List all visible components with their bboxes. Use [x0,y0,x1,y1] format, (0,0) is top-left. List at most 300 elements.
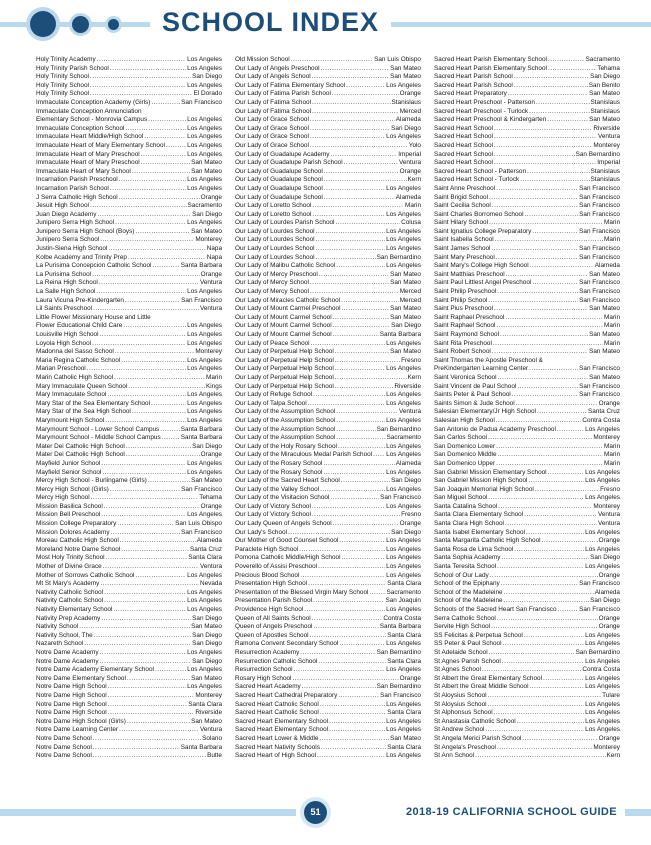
school-county: Marin [604,451,620,459]
school-county: San Bernardino [376,648,421,656]
school-county: Butte [207,752,222,760]
dot-leader [494,709,585,718]
school-county: Kern [407,373,421,381]
school-county: Los Angeles [386,502,421,510]
school-county: San Francisco [579,210,620,218]
school-name: Our Lady of Perpetual Help School [235,382,334,390]
school-name: Providence High School [235,606,304,613]
school-county: San Diego [391,528,421,536]
school-name: Louisville High School [36,331,99,338]
index-entry [36,554,222,563]
dot-leader [90,73,191,82]
index-entry [434,108,620,117]
index-entry [36,469,222,478]
index-entry [434,615,620,624]
school-name: Sacred Heart Preschool - Turlock [434,107,529,115]
school-name: Mission Basilica School [36,502,103,510]
school-county: San Francisco [181,485,222,493]
dot-leader [321,744,386,753]
school-county: Los Angeles [386,545,421,553]
school-county: Contra Costa [582,666,620,674]
school-name: Mother of Divine Grace [36,563,102,571]
dot-leader [316,236,386,245]
school-name: Saint Brigid School [434,193,488,201]
school-name: Our Lady of Perpetual Help School [235,365,334,373]
school-name: St Agnes School [434,666,481,674]
school-county: Fresno [600,485,620,493]
school-name: Our Lady of Lourdes School [235,253,315,261]
school-name: Incarnation Parish Preschool [36,176,118,184]
school-county: Santa Clara [387,709,421,717]
school-name: Our Lady of Perpetual Help School [235,356,334,364]
school-name: Saint Paul Littlest Angel Preschool [434,279,532,287]
school-county: Los Angeles [187,356,222,364]
dot-leader [329,726,385,735]
school-name: Sacred Heart School [434,133,493,141]
index-entry [235,236,421,245]
index-entry [36,735,222,744]
school-county: San Francisco [579,580,620,588]
school-name: Saint Vincent de Paul School [434,382,517,390]
dot-leader [127,675,190,684]
index-entry [434,65,620,74]
school-name: Sacred Heart Catholic School [235,709,319,717]
school-name: Sacred Heart Nativity Schools [235,743,320,751]
school-county: San Diego [192,614,222,622]
school-name: School of the Madeleine [434,588,503,596]
index-entry [36,640,222,649]
school-name: Rosary High School [235,674,292,682]
school-county: Los Angeles [386,717,421,725]
dot-leader [336,426,375,435]
index-entry [235,322,421,331]
dot-leader [125,125,186,134]
index-entry [36,683,222,692]
index-entry [36,73,222,82]
dot-leader [117,520,174,529]
index-entry [36,357,222,366]
school-county: Los Angeles [187,56,222,63]
dot-leader [505,314,603,323]
index-entry [36,391,222,400]
dot-leader [517,718,584,727]
school-county: San Francisco [579,227,620,235]
index-entry [434,675,620,684]
index-entry [235,623,421,632]
school-county: Sacramento [187,202,222,210]
school-name: Our Lady of Grace School [235,141,309,149]
dot-leader [92,271,200,280]
dot-leader [493,340,603,349]
index-entry [36,331,222,340]
school-county: San Mateo [390,348,421,356]
school-county: Los Angeles [585,468,620,476]
school-name: St Anastasia Catholic School [434,717,516,725]
school-name: Ramona Convent Secondary School [235,640,339,648]
dot-leader [312,615,383,624]
index-entry [434,554,620,563]
index-entry [235,477,421,486]
school-county: San Mateo [191,717,222,725]
dot-leader [333,322,391,331]
index-entry [434,236,620,245]
school-county: San Francisco [181,98,222,106]
dot-leader [320,709,386,718]
school-name: Notre Dame Academy [36,648,99,656]
dot-leader [108,709,195,718]
school-name: Queen of All Saints School [235,614,311,622]
school-county: Los Angeles [386,227,421,235]
index-entry [235,718,421,727]
dot-leader [152,262,179,271]
index-entry [235,271,421,280]
index-entry [36,133,222,142]
school-name: Our Lady of Lourdes School [235,227,315,235]
school-name: Santa Clara Elementary School [434,511,524,519]
dot-leader [498,374,589,383]
school-name: Our Lady of Perpetual Help School [235,348,334,356]
index-entry [235,735,421,744]
index-entry [434,365,620,374]
dot-leader [312,211,385,220]
school-index-list [36,56,620,766]
school-county: Marin [604,442,620,450]
school-name: Saint Robert School [434,348,491,356]
index-entry [36,623,222,632]
dot-leader [501,554,589,563]
school-name: Elementary School - Monrovia Campus [36,116,148,124]
school-name: St Aloysius School [434,700,487,708]
school-name: Saint Mary Preschool [434,253,495,261]
dot-leader [497,563,584,572]
school-name: Sacred Heart Cathedral Preparatory [235,691,338,699]
school-county: Los Angeles [386,339,421,347]
dot-leader [333,314,389,323]
page-header [0,0,651,50]
dot-leader [535,486,599,495]
index-entry [235,108,421,117]
index-entry [36,348,222,357]
school-county: Orange [598,614,620,622]
school-name: Presentation Parish School [235,597,313,605]
school-county: San Diego [391,124,421,132]
school-county: Imperial [597,159,620,167]
school-name: Notre Dame Academy Elementary School [36,666,154,674]
school-name: Servite High School [434,623,491,631]
school-name: Salesian Elementary/Jr High School [434,408,536,416]
index-entry [434,649,620,658]
school-name: Our Lady of Mount Carmel Preschool [235,305,341,313]
index-entry [235,219,421,228]
index-entry [434,520,620,529]
school-name: Saint Anne Preschool [434,184,496,192]
index-entry [434,503,620,512]
index-entry [36,211,222,220]
school-county: Alameda [196,537,222,545]
school-county: Los Angeles [585,700,620,708]
index-entry [36,374,222,383]
school-county: Los Angeles [585,528,620,536]
school-county: Los Angeles [386,391,421,399]
school-county: San Mateo [390,73,421,81]
index-entry [434,245,620,254]
dot-leader [344,159,398,168]
footer-rule-left [0,809,296,816]
dot-leader [335,374,407,383]
dot-leader [496,185,578,194]
index-entry [36,125,222,134]
school-name: Sacred Heart School - Patterson [434,167,526,175]
index-entry [235,494,421,503]
school-county: Santa Clara [387,631,421,639]
school-county: Los Angeles [386,399,421,407]
school-name: Notre Dame High School [36,709,107,717]
dot-leader [106,554,188,563]
school-county: San Diego [590,597,620,605]
school-county: Los Angeles [386,700,421,708]
school-county: Monterey [195,348,222,356]
index-entry [434,340,620,349]
school-county: Sacramento [585,56,620,63]
school-name: Our Lady of Guadalupe School [235,167,323,175]
school-county: Fresno [401,356,421,364]
dot-leader [115,348,195,357]
school-name: La Purisima Concepcion Catholic School [36,262,152,270]
index-entry [235,245,421,254]
school-name: Justin-Siena High School [36,245,108,253]
school-county: Alameda [395,459,421,467]
school-county: San Diego [590,554,620,562]
school-name: Our Lady of the Rosary School [235,459,323,467]
school-name: Notre Dame Academy [36,657,99,665]
index-entry [235,211,421,220]
school-name: Saint Mary's College High School [434,262,529,270]
school-county: Marin [604,219,620,227]
dot-leader [497,288,578,297]
index-entry [434,219,620,228]
dot-leader [335,365,385,374]
school-name: Salesian High School [434,416,495,424]
school-name: Junipero Serra School [36,236,100,244]
index-entry [434,580,620,589]
school-county: San Bernardino [376,425,421,433]
dot-leader [108,245,205,254]
school-name: Saint Raphael School [434,322,496,330]
index-entry [235,116,421,125]
school-name: Marymount School - Middle School Campus [36,434,161,442]
dot-leader [141,151,186,160]
dot-leader [514,73,589,82]
school-county: Imperial [398,150,421,158]
school-name: Saint Philip School [434,296,488,304]
school-county: San Mateo [191,159,222,167]
index-entry [235,426,421,435]
school-name: St Agnes Parish School [434,657,501,665]
index-entry [36,279,222,288]
school-name: Nativity Catholic School [36,597,104,605]
dot-leader [528,477,584,486]
school-name: Flower Educational Child Care [36,322,123,330]
school-name: Our Lady of Guadalupe School [235,193,323,201]
dot-leader [485,726,584,735]
school-county: Contra Costa [582,416,620,424]
school-name: Sacred Heart Elementary School [235,717,329,725]
index-entry [36,408,222,417]
school-county: San Francisco [579,296,620,304]
school-name: Sacred Heart Parish School [434,73,513,81]
index-entry [434,546,620,555]
index-entry [36,116,222,125]
school-name: Our Lady of Guadalupe School [235,176,323,184]
school-name: Our Lady of Lourdes Parish School [235,219,335,227]
school-name: Notre Dame High School (Girls) [36,717,126,725]
index-entry [434,288,620,297]
school-county: Orange [399,90,421,98]
index-entry [235,90,421,99]
dot-leader [494,133,597,142]
school-name: Saint Pius Preschool [434,305,493,313]
dot-large-icon [30,11,56,37]
dot-leader [488,692,602,701]
index-entry [36,563,222,572]
index-entry [235,572,421,581]
school-county: San Mateo [191,623,222,631]
index-entry [235,202,421,211]
dot-leader [108,701,188,710]
school-county: San Diego [192,73,222,81]
school-county: San Mateo [191,477,222,485]
school-name: Our Lady of Refuge School [235,391,313,399]
dot-leader [336,408,398,417]
page-footer [0,797,651,827]
school-county: Sacramento [386,588,421,596]
dot-leader [494,159,596,168]
school-county: Los Angeles [585,726,620,734]
school-county: Alameda [594,262,620,270]
index-entry [36,271,222,280]
index-entry [434,460,620,469]
school-name: Saint Raphael Preschool [434,313,505,321]
dot-leader [496,460,603,469]
school-name: Saint Veronica School [434,373,497,381]
index-entry [36,494,222,503]
dot-leader [312,511,400,520]
dot-leader [90,202,187,211]
school-name: St Alphonsus School [434,709,493,717]
index-entry [235,374,421,383]
index-entry [36,597,222,606]
dot-leader [93,735,201,744]
school-name: Saint Philip Preschool [434,288,497,296]
dot-leader [489,219,603,228]
school-county: Ventura [597,511,620,519]
index-entry [434,305,620,314]
school-county: Los Angeles [386,571,421,579]
school-county: Los Angeles [187,408,222,416]
dot-leader [310,133,385,142]
dot-leader [490,572,598,581]
school-name: Our Lady of the Visitacion School [235,494,330,502]
index-entry [434,658,620,667]
school-name: Our Lady of Perpetual Help School [235,373,334,381]
index-entry [235,151,421,160]
school-county: Los Angeles [187,606,222,613]
school-name: Saint Rita Preschool [434,339,492,347]
school-county: Santa Clara [188,700,222,708]
dot-leader [313,597,384,606]
index-entry [434,176,620,185]
dot-leader [494,142,592,151]
school-county: San Bernardino [575,648,620,656]
school-county: Kings [206,382,222,390]
dot-leader [494,305,588,314]
school-county: Tehama [199,494,222,502]
dot-leader [542,537,598,546]
dot-leader [558,606,579,615]
dot-leader [491,623,598,632]
school-name: Sacred Heart Parish Elementary School [434,64,547,72]
index-entry [235,82,421,91]
school-county: Nevada [199,580,222,588]
dot-leader [121,357,186,366]
index-entry [235,683,421,692]
index-entry [235,701,421,710]
school-name: Sacred Heart School [434,150,493,158]
index-entry [434,279,620,288]
school-county: Monterey [593,141,620,149]
school-county: Stanislaus [590,176,620,184]
index-entry [434,82,620,91]
school-county: Stanislaus [590,107,620,115]
school-county: San Benito [588,81,620,89]
school-name: Schools of the Sacred Heart San Francisco [434,606,557,613]
index-entry [36,340,222,349]
school-name: Our Lady of Mount Carmel School [235,322,332,330]
school-name: San Antonio de Padua Academy Preschool [434,425,556,433]
school-name: J Serra Catholic High School [36,193,118,201]
dot-leader [342,554,386,563]
school-name: Our Lady of Victory School [235,502,311,510]
index-entry [434,159,620,168]
school-county: Los Angeles [187,288,222,296]
index-entry [36,606,222,615]
index-entry [235,288,421,297]
index-entry [434,90,620,99]
dot-leader [300,572,385,581]
school-county: Monterey [593,743,620,751]
school-name: Holy Trinity School [36,73,89,81]
school-name: Holy Trinity Academy [36,56,96,63]
dot-leader [151,400,186,409]
index-entry [434,357,620,366]
dot-leader [529,365,578,374]
dot-leader [148,477,190,486]
school-name: Our Lady of Mercy School [235,288,309,296]
school-county: San Mateo [589,348,620,356]
school-name: Santa Rosa de Lima School [434,545,514,553]
dot-leader [132,408,186,417]
school-county: San Bernardino [575,150,620,158]
school-name: Mary Star of the Sea Elementary School [36,399,151,407]
school-name: School of the Madeleine [434,597,503,605]
dot-leader [335,219,400,228]
school-name: Notre Dame School [36,743,92,751]
school-name: Santa Teresita School [434,563,497,571]
school-name: Our Mother of Good Counsel School [235,537,339,545]
dot-leader [121,546,189,555]
school-name: Our Lady of Fatima School [235,98,312,106]
school-county: Monterey [593,502,620,510]
